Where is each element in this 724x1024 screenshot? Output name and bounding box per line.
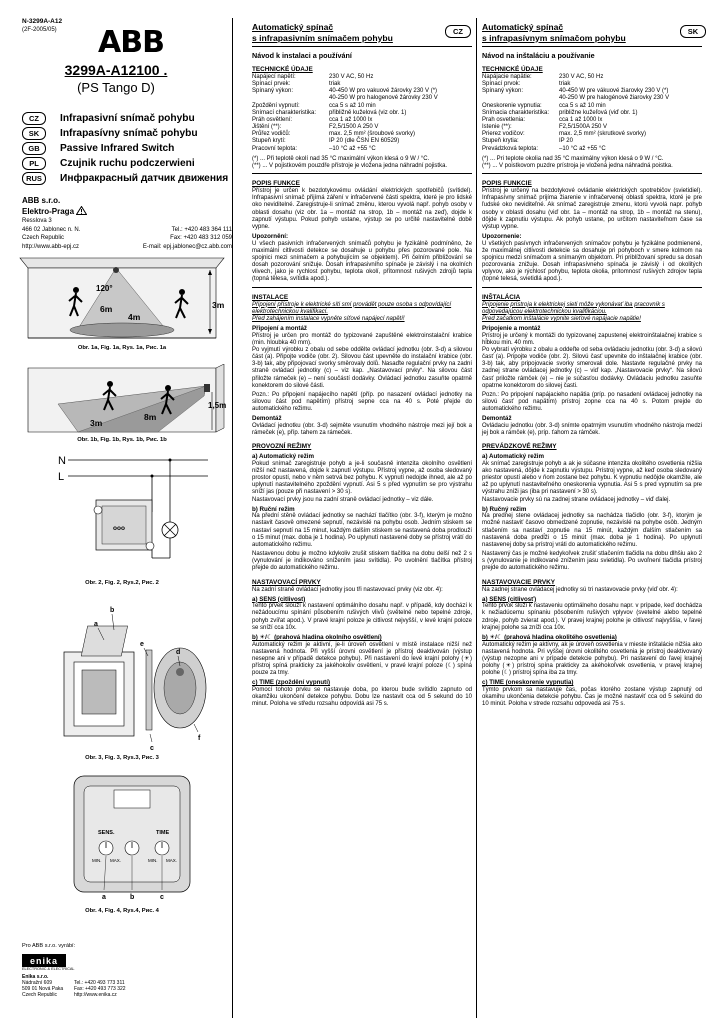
spec-label: Snímacia charakteristika: [482,109,550,116]
language-badge: RUS [22,172,46,185]
spec-value: 40-450 W pre vákuové žiarovky 230 V (*) [559,88,669,95]
sk-intro: Návod na inštaláciu a používanie [482,51,595,60]
lux-dial-icon [125,841,139,855]
section-rule [252,173,472,174]
section-rule [482,173,702,174]
section-heading: INŠTALÁCIA [482,293,521,301]
spec-value: cca 5 s až 10 min [329,102,376,109]
paragraph: Na zadnej strane ovládacej jednotky sú tri nastavovacie prvky (viď obr. 4): [482,586,678,593]
sub-heading: b) ☀/☾ (prahová hladina okolitého osvetlenia) [482,633,617,641]
spec-label: Istenie (**): [482,124,512,131]
spec-value: max. 2,5 mm² (skrutkové svorky) [559,131,647,138]
fig4-label: c [160,894,164,901]
address-city: 466 02 Jablonec n. N. [22,226,81,233]
sk-title: Automatický spínač [482,22,564,32]
neutral-label: N [58,455,66,467]
min-label: MIN. [92,858,102,863]
manufacturer-country: Czech Republic [22,992,58,998]
spec-label: Napájacie napätie: [482,74,532,80]
language-row [22,126,228,141]
section-heading: PREVÁDZKOVÉ REŽIMY [482,443,557,451]
sens-dial-icon [99,841,113,855]
paragraph: Pozn.: Po pripojení napájacieho napätia (príp. po nasadení ovládacej jednotky na silovú časť pod napätím) prístroj zopne cca na 40 s. Potom prejde do automatického režimu. [482,391,702,413]
spec-label: Prevádzková teplota: [482,145,539,152]
sub-heading: b) Ručný režim [482,505,527,513]
fig3-label: b [110,607,115,614]
fig1b-label: 1,5m [208,401,226,410]
sub-heading: Pripojenie a montáž [482,324,541,332]
language-badge: PL [22,157,46,170]
company-fax: Fax: +420 483 312 059 [170,235,232,241]
fig3-label: e [140,641,144,648]
language-row [22,111,228,126]
language-name: Infrapasívny snímač pohybu [60,128,198,139]
paragraph: Na přední stěně ovládací jednotky se nachází tlačítko (obr. 3-f), kterým je možno nastavit časově omezené sepnutí, nezávislé na pohybu osob. Jedním stiskem se nastaví sepnutí na 15 minut, každým dalším stiskem se nastavená doba prodlouží o 15 minut (max. doba je 1 hodina). Po uplynutí nastavené doby se přístroj vrátí do automatického režimu. [252,513,472,548]
spec-label: Prierez vodičov: [482,131,525,138]
spec-value: približne kužeľová (viď obr. 1) [559,109,638,116]
fig4-label: a [102,894,106,901]
paragraph: Nastavený čas je možné kedykoľvek zrušiť stlačením tlačidla na dobu dlhšiu ako 2 s (vynulovanie je indikované znížením jasu svietidla). Po uvoľnení tlačidla prístroj prejde do automatického režimu. [482,551,702,572]
paragraph: Týmto prvkom sa nastavuje čas, počas ktorého zostane výstup zapnutý od okamihu ukončenia detekcie pohybu. Čas je možné nastaviť cca od 5 sekúnd do 10 minút. Poloha v strede rozsahu odpovedá asi 75 s. [482,686,702,708]
spec-label: Spínaný výkon: [252,88,294,95]
paragraph: Ak snímač zaregistruje pohyb a ak je súčasne intenzita okolitého osvetlenia nižšia ako nastavená, dôjde k zapnutiu výstupu. Prístroj vypne, až keď osoba sledovaný priestor opustí alebo v ňom zostane bez pohybu. K vypnutiu nedôjde okamžite, ale až po uplynutí nastaviteľného oneskorenia vypnutia. Asi 5 s pred vypnutím sa pre výstrahu zníži jas (iba pri nastavení > 30 s). [482,460,702,496]
spec-label: Stupeň krytia: [482,138,519,145]
company-name-line1: ABB s.r.o. [22,196,61,205]
ceiling-detection-diagram [18,254,226,342]
tech-specs [252,74,472,153]
sk-subtitle: s infrapasívnym snímačom pohybu [482,32,626,43]
fig1a-label: 6m [100,304,113,314]
paragraph: Přístroj je určen k bezdotykovému ovládání elektrických spotřebičů (svítidel). Infrapasivní snímač přijímá záření v infračervené části spektra, které je pro lidské oko neviditelné. Zaregistruje-li snímač změnu, kterou vyvolá např. pohyb osoby v oblasti dosahu (viz obr. 1a – montáž na strop, 1b – montáž na zeď), dojde k zapnutí výstupu. Pokud pohyb ustane, výstup se po určité nastavitelné době vypne. [252,188,472,230]
fig1b-label: 8m [144,412,157,422]
sub-heading: c) TIME (zpoždění vypnutí) [252,679,331,687]
figure-1a [18,254,226,342]
figure-4-caption: Obr. 4, Fig. 4, Rys.4, Рис. 4 [85,908,159,914]
manufacturer-name: Enika s.r.o. [22,974,49,980]
sub-heading: b) Ruční režim [252,505,295,513]
warning-text: Připojení přístroje k elektrické síti smí provádět pouze osoba s odpovídající elektrotechnickou kvalifikací. [252,301,452,315]
language-badge: GB [22,142,46,155]
footnote: (*) ... Pri teplote okolia nad 35 °C maximálny výkon klesá o 9 W / °C. [482,155,664,162]
fig4-label: b [130,894,135,901]
language-badge: SK [22,127,46,140]
paragraph: U všech pasivních infračervených snímačů pohybu je fyzikálně podmíněno, že maximální citlivosti detekce se dosahuje u pohybu přes pozorované pole. Na spojnici mezi snímačem a pohybujícím se objektem). Při čelním přibližování se dosah pozorování snižuje. Dosah infrapasivního spínače je závislý i na okolních vlivech, jako je rychlost pohybu, teplota okolí, přítomnost rušivých zdrojů tepla (topná tělesa, svítidla apod.). [252,240,472,283]
language-row [22,141,228,156]
spec-value: 40-250 W pre halogénové žiarovky 230 V [559,95,670,102]
sub-heading: Demontáž [252,415,282,423]
spec-label: Napájecí napětí: [252,74,296,80]
manufacturer-web[interactable]: http://www.enika.cz [74,992,117,998]
warning-text: Před zahájením instalace vypněte síťové napájecí napětí! [252,315,405,322]
section-rule [252,287,472,288]
paragraph: Po vyjmutí výrobku z obalu od sebe oddělte ovládací jednotku (obr. 3-d) a silovou část (a). Připojte vodiče (obr. 2). Silovou část upevněte do instalační krabice (obr. 3-b) tak, aby připojovací svorky směrovaly dolů. Nasaďte regulační prvky na zadní straně ovládací jednotky (c) – viz kap. „Nastavovací prvky“. Na silovou část přiložte rámeček (e) – není součástí dodávky. Ovládací jednotku zasuňte opatrně konektorem do silové části. [252,346,472,389]
paragraph: Ovládaciu jednotku (obr. 3-d) snímte opatrným vsunutím vhodného nástroja medzi jej bok a rámček (e), príp. ťahom za rámček. [482,422,702,437]
figure-1b-caption: Obr. 1b, Fig. 1b, Rys. 1b, Рис. 1b [77,437,167,443]
fig3-label: f [198,735,201,742]
language-row [22,171,228,186]
section-heading: TECHNICKÉ ÚDAJE [482,66,543,73]
spec-label: Prah osvetlenia: [482,116,526,123]
document-number: N-3299A-A12 [22,18,63,25]
spec-label: Spínací prvok: [482,81,521,88]
column-divider-2 [476,18,477,1018]
sub-heading: a) Automatický režim [482,453,545,461]
max-label: MAX. [110,858,122,863]
figure-4 [18,772,226,904]
paragraph: Pokud snímač zaregistruje pohyb a je-li současně intenzita okolního osvětlení nižší než nastavená, dojde k zapnutí výstupu. Přístroj vypne, až osoba sledovaný prostor opustí, nebo v něm setrvá bez pohybu. K vypnutí nedojde ihned, ale až po uplynutí nastavitelného zpoždění vypnutí. Asi 5 s před vypnutím se pro výstrahu sníží jas (pouze při nastavení > 30 s). [252,460,472,496]
figure-3-caption: Obr. 3, Fig. 3, Rys.3, Рис. 3 [85,755,159,761]
spec-value: –10 °C až +55 °C [329,145,376,152]
footnote: (**) ... V poistkovom puzdre prístroja je vložená jedna náhradná poistka. [482,162,673,169]
title-rule [482,46,702,47]
enika-tagline: ELECTRONIC & ELECTRICAL [22,967,75,971]
paragraph: Automatický režim je aktívny, ak je úroveň osvetlenia v mieste inštalácie nižšia ako nastavená hodnota. Pri vyššej úrovni okolitého osvetlenia je prístroj deaktivovaný (výstup nezopne ani v prípade detekcie pohybu). Pri nastavení do ľavej krajnej polohy (☀) prístroj spína prakticky za akéhokoľvek osvetlenia, v pravej krajnej polohe (☾) prístroj spína iba za tmy. [482,641,702,677]
control-settings-diagram [18,772,226,904]
language-name: Passive Infrared Switch [60,143,175,154]
section-heading: TECHNICKÉ ÚDAJE [252,66,313,73]
figure-2-caption: Obr. 2, Fig. 2, Rys.2, Рис. 2 [85,580,159,586]
manufacturer-address [22,974,172,998]
paragraph: Nastavovací prvky jsou na zadní straně ovládací jednotky – viz dále. [252,496,434,503]
spec-value: triak [559,81,571,88]
footnote: (*) ... Při teplotě okolí nad 35 °C maximální výkon klesá o 9 W / °C. [252,155,430,162]
figure-1a-caption: Obr. 1a, Fig. 1a, Rys. 1a, Рис. 1a [77,345,167,351]
spec-value: 230 V AC, 50 Hz [559,74,604,80]
sub-heading: Demontáž [482,415,512,423]
address-country: Czech Republic [22,235,65,241]
spec-label [482,95,559,102]
sub-heading: a) SENS (citlivosť) [482,595,537,603]
spec-label: Pracovní teplota: [252,145,298,152]
company-name-line2 [22,206,87,217]
section-heading: INSTALACE [252,293,289,301]
section-heading: NASTAVOVACIE PRVKY [482,578,556,586]
paragraph: Tento prvek slouží k nastavení optimálního dosahu např. v případě, kdy dochází k nežádoucímu spínání působením rušivých vlivů (světelné nebo tepelné zdroje, pohyb zvířat apod.). V pravé krajní poloze je citlivost nejvyšší, v levé krajní poloze se sníží cca 10x. [252,603,472,631]
spec-label: Spínaný výkon: [482,88,524,95]
language-badge-sk: SK [680,25,706,38]
max-label: MAX. [166,858,178,863]
spec-label: Práh osvětlení: [252,116,293,123]
product-model-text: 3299A-A12100 . [64,62,168,78]
section-heading: NASTAVOVACÍ PRVKY [252,578,321,586]
tech-specs [482,74,702,153]
figure-2 [18,452,226,578]
company-web[interactable]: http://www.abb-epj.cz [22,243,80,250]
product-series: (PS Tango D) [77,80,155,95]
manufacturer-tel: Tel.: +420 493 773 311 [74,980,125,986]
svg-text:ooo: ooo [113,525,125,532]
cz-intro: Návod k instalaci a používání [252,51,352,60]
product-model [0,62,232,78]
paragraph: Na prednej stene ovládacej jednotky sa nachádza tlačidlo (obr. 3-f), ktorým je možné nastaviť časovo obmedzené zopnutie, nezávislé na pohybe osôb. Jedným stlačením sa nastaví zopnutie na 15 minút, každým ďalším stlačením sa nastavená doba predĺži o 15 minút (max. doba je 1 hodina). Po uplynutí nastavenej doby sa prístroj vráti do automatického režimu. [482,513,702,548]
paragraph: Pozn.: Po připojení napájecího napětí (příp. po nasazení ovládací jednotky na silovou část pod napětím) přístroj sepne cca na 40 s. Poté přejde do automatického režimu. [252,391,472,413]
time-dial-icon [155,841,169,855]
spec-value: 40-250 W pro halogenové žárovky 230 V [329,95,438,102]
assembly-diagram [18,596,226,752]
fig3-label: d [176,649,181,656]
sub-heading: Upozornenie: [482,232,522,240]
document-date: (2F-2005/05) [22,27,57,33]
fig3-label: a [94,621,98,628]
paragraph: Po vybratí výrobku z obalu a oddeľte od seba ovládaciu jednotku (obr. 3-d) a silovú časť (a). Pripojte vodiče (obr. 2). Silovú časť upevnite do inštalačnej krabice (obr. 3-b) tak, aby pripojovacie svorky smerovali dole. Nastavte regulačné prvky na zadnej strane ovládacej jednotky (c) – viď kap. „Nastavovacie prvky“. Na silovú časť priložte rámček (e) – nie je súčasťou dodávky. Ovládaciu jednotku zasuňte opatrne konektorom do silovej časti. [482,346,702,389]
spec-value: přibližně kuželová (viz obr. 1) [329,109,407,116]
abb-logo: ABB [98,25,164,60]
spec-value: 40-450 W pro vakuové žárovky 230 V (*) [329,88,438,95]
paragraph: Pomocí tohoto prvku se nastavuje doba, po kterou bude svítidlo zapnuto od okamžiku ukončení detekce pohybu. Dobu lze nastavit cca od 5 sekund do 10 minut. Poloha ve středu rozsahu odpovídá asi 75 s. [252,686,472,708]
section-rule [482,287,702,288]
spec-label: Spínací prvek: [252,81,291,88]
spec-label: Průřez vodičů: [252,131,291,138]
figure-1b [18,364,226,436]
spec-value: 230 V AC, 50 Hz [329,74,374,80]
spec-label: Jištění (**): [252,124,282,131]
manufacturer-city: 509 01 Nová Paka [22,986,64,992]
company-address [22,217,232,251]
cz-subtitle: s infrapasivním snímačem pohybu [252,32,393,43]
paragraph: Nastavenou dobu je možno kdykoliv zrušit stiskem tlačítka na dobu delší než 2 s (vynulování je indikováno snížením jasu svítidla). Po uvolnění tlačítka přístroj přejde do automatického režimu. [252,551,472,572]
address-street: Resslova 3 [22,218,52,224]
title-rule [252,46,472,47]
sens-label: SENS. [98,830,115,836]
lamp-icon [162,522,178,538]
paragraph: Nastavovacie prvky sú na zadnej strane ovládacej jednotky – viď ďalej. [482,496,671,503]
spec-value: F2,5/1500A 250 V [559,124,608,131]
spec-value: cca 1 až 1000 lx [559,116,603,123]
paragraph: Přístroj je určen pro montáž do typizované zapuštěné elektroinstalační krabice (min. hloubka 40 mm). [252,332,472,346]
sub-heading: a) Automatický režim [252,453,315,461]
section-heading: POPIS FUNKCE [252,180,300,188]
warning-text: Pred začatkom inštalácie vypnite sieťové napájacie napätie! [482,315,641,322]
paragraph: Prístroj je určený na bezdotykové ovládanie elektrických spotrebičov (svietidiel). Infrapasívny snímač prijíma žiarenie v infračervenej oblasti spektra, ktoré je pre ľudské oko neviditeľné. Ak snímač zaregistruje zmenu, ktorú vyvolá napr. pohyb osoby v oblasti dosahu (viď obr. 1a – montáž na strop, 1b – montáž na stenu), dôjde k zapnutiu výstupu. Ak pohyb ustane, po určitom nastaviteľnom čase sa výstup vypne. [482,188,702,230]
min-label: MIN. [148,858,158,863]
cz-title: Automatický spínač [252,22,334,32]
wall-detection-diagram [18,364,226,436]
spec-label [252,95,329,102]
sk-column [482,22,702,708]
warning-triangle-icon [76,206,87,215]
spec-label: Snímací charakteristika: [252,109,317,116]
spec-value: triak [329,81,341,88]
paragraph: Ovládací jednotku (obr. 3-d) sejměte vsunutím vhodného nástroje mezi její bok a rámeček (e), příp. tahem za rámeček. [252,422,472,437]
spec-value: IP 20 (dle ČSN EN 60529) [329,138,400,145]
fig1a-label: 120° [96,284,113,293]
language-badge-cz: CZ [445,25,471,38]
language-row [22,156,228,171]
spec-value: F2,5/1500 A 250 V [329,124,379,131]
company-name [22,196,87,217]
paragraph: Prístroj je určený k montáži do typizovanej zapustenej elektroinštalačnej krabice s hĺbkou min. 40 mm. [482,332,702,346]
language-list [22,111,228,186]
section-heading: POPIS FUNKCIE [482,180,532,188]
spec-value: max. 2,5 mm² (šroubové svorky) [329,131,416,138]
footnote: (**) ... V pojistkovém pouzdře přístroje je vložena jedna náhradní pojistka. [252,162,448,169]
language-name: Czujnik ruchu podczerwieni [60,158,195,169]
fig1a-label: 4m [128,312,141,322]
spec-label: Oneskorenie vypnutia: [482,102,542,109]
paragraph: Automatický režim je aktivní, je-li úroveň osvětlení v místě instalace nižší než nastavená hodnota. Při vyšší úrovni osvětlení je přístroj deaktivován (výstup nesepne ani v případě detekce pohybu). Při nastavení do levé krajní polohy (☀) přístroj spíná prakticky za jakéhokoliv osvětlení, v pravé krajní poloze (☾) spíná pouze za tmy. [252,641,472,677]
spec-label: Stupeň krytí: [252,138,286,145]
spec-value: cca 1 až 1000 lx [329,116,373,123]
spec-label: Zpoždění vypnutí: [252,102,300,109]
wiring-diagram [18,452,226,578]
language-badge: CZ [22,112,46,125]
time-label: TIME [156,830,170,836]
company-name-line2-text: Elektro-Praga [22,207,75,216]
fig1a-label: 3m [212,300,225,310]
company-email[interactable]: E-mail: epj.jablonec@cz.abb.com [142,243,232,250]
line-label: L [58,471,65,483]
language-name: Infrapasivní snímač pohybu [60,113,195,124]
fig3-label: c [150,745,154,752]
section-heading: PROVOZNÍ REŽIMY [252,443,312,451]
spec-value: cca 5 s až 10 min [559,102,606,109]
spec-value: –10 °C až +55 °C [559,145,606,152]
sub-heading: b) ☀/☾ (prahová hladina okolního osvětlení) [252,633,382,641]
paragraph: U všetkých pasívnych infračervených snímačov pohybu je fyzikálne podmienené, že maximálnej citlivosti detekcie sa dosahuje pri pohyboch v smere kolmom na spojnicu medzi snímačom a snímaným objektom. Pri priblížovaní spredu sa dosah pozorovania znižuje. Dosah infrapasívneho spínača je závislý i od okolitých vplyvov, ako je rýchlosť pohybu, teplota okolia, prítomnosť rušivých zdrojov tepla (topné telesá, svietidlá apod.). [482,240,702,283]
enika-logo: enika [22,954,66,967]
sub-heading: Připojení a montáž [252,324,308,332]
cz-column [252,22,472,708]
paragraph: Na zadní straně ovládací jednotky jsou tři nastavovací prvky (viz obr. 4): [252,586,443,593]
column-divider-1 [232,18,233,1018]
paragraph: Tento prvok slúži k nastaveniu optimálneho dosahu napr. v prípade, keď dochádza k nežiadúcemu spínaniu pôsobením rušivých vplyvov (svetelné alebo tepelné zdroje, pohyb zvierat apod.). V pravej krajnej polohe je citlivosť najvyššia, v ľavej krajnej polohe sa zníži cca 10x. [482,603,702,631]
manufacturer-street: Nádražní 609 [22,980,53,986]
manufacturer-fax: Fax: +420 493 773 322 [74,986,126,992]
warning-text: Pripojenie prístroja k elektrickej sieti môže vykonávať iba pracovník s odpovedajúcou elektrotechnickou kvalifikáciou. [482,301,665,315]
sub-heading: c) TIME (oneskorenie vypnutia) [482,679,574,687]
manufacturer-note: Pro ABB s.r.o. vyrábí: [22,943,76,949]
spec-value: IP 20 [559,138,573,145]
sub-heading: a) SENS (citlivost) [252,595,306,603]
fig1b-label: 3m [90,418,103,428]
company-tel: Tel.: +420 483 364 111 [171,226,232,233]
language-name: Инфракрасный датчик движения [60,173,229,184]
sub-heading: Upozornění: [252,232,289,240]
figure-3 [18,596,226,752]
